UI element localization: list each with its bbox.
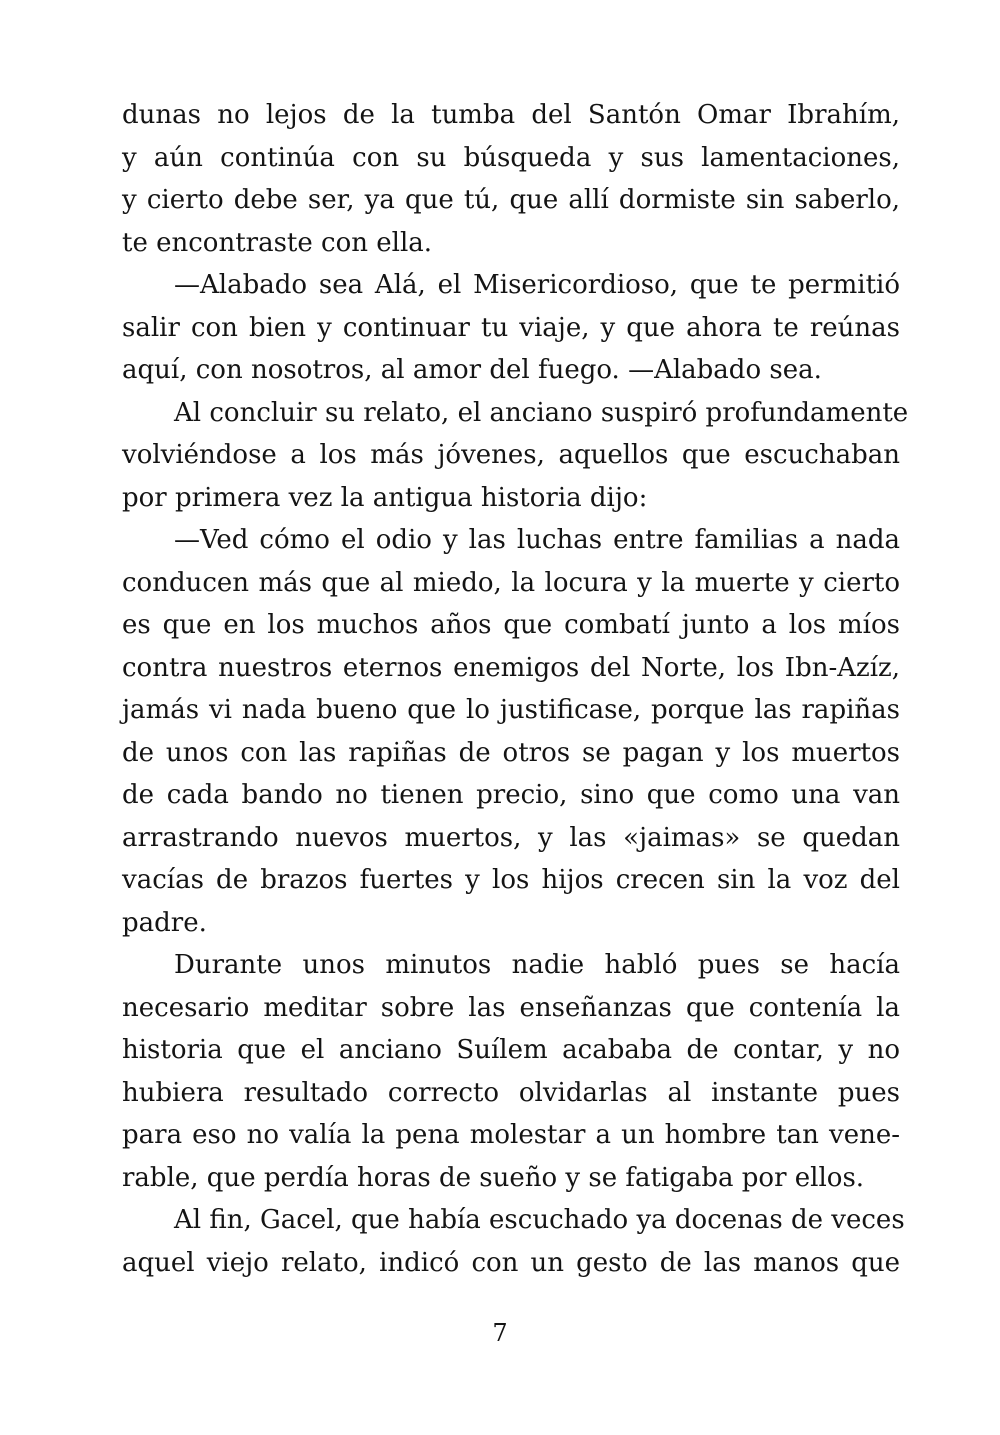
text-line: Al fin, Gacel, que había escuchado ya docenas de veces (174, 1205, 905, 1235)
text-line: volviéndose a los más jóvenes, aquellos que escuchaban (122, 440, 900, 470)
text-line: de unos con las rapiñas de otros se pagan y los muertos (122, 737, 900, 768)
page-number: 7 (492, 1319, 508, 1347)
text-line: hubiera resultado correcto olvidarlas al instante pues (122, 1077, 900, 1108)
text-line: de cada bando no tienen precio, sino que como una van (122, 780, 900, 810)
text-line: Durante unos minutos nadie habló pues se hacía (174, 950, 900, 980)
text-line: dunas no lejos de la tumba del Santón Omar Ibrahím, (122, 100, 900, 130)
text-line: jamás vi nada bueno que lo justificase, porque las rapiñas (122, 695, 900, 725)
text-line: rable, que perdía horas de sueño y se fatigaba por ellos. (122, 1162, 865, 1193)
text-line: padre. (122, 907, 207, 938)
text-line: —Alabado sea Alá, el Misericordioso, que te permitió (174, 270, 900, 300)
text-line: vacías de brazos fuertes y los hijos crecen sin la voz del (122, 865, 900, 895)
body-text (122, 94, 909, 1284)
text-line: aquel viejo relato, indicó con un gesto de las manos que (122, 1247, 900, 1278)
text-line: contra nuestros eternos enemigos del Norte, los Ibn-Azíz, (122, 652, 900, 683)
text-line: —Ved cómo el odio y las luchas entre familias a nada (174, 525, 900, 555)
text-line: historia que el anciano Suílem acababa de contar, y no (122, 1035, 900, 1065)
text-line: por primera vez la antigua historia dijo: (122, 482, 648, 513)
text-line: aquí, con nosotros, al amor del fuego. —Alabado sea. (122, 355, 822, 385)
text-line: conducen más que al miedo, la locura y la muerte y cierto (122, 567, 900, 598)
text-line: arrastrando nuevos muertos, y las «jaimas» se quedan (122, 822, 900, 853)
text-line: te encontraste con ella. (122, 227, 433, 258)
text-line: para eso no valía la pena molestar a un hombre tan vene- (122, 1120, 900, 1150)
text-line: y aún continúa con su búsqueda y sus lamentaciones, (122, 142, 900, 173)
text-line: salir con bien y continuar tu viaje, y que ahora te reúnas (122, 312, 900, 343)
text-line: Al concluir su relato, el anciano suspiró profundamente (174, 397, 909, 428)
text-line: necesario meditar sobre las enseñanzas que contenía la (122, 992, 900, 1023)
text-line: y cierto debe ser, ya que tú, que allí dormiste sin saberlo, (122, 185, 900, 215)
text-line: es que en los muchos años que combatí junto a los míos (122, 610, 900, 640)
